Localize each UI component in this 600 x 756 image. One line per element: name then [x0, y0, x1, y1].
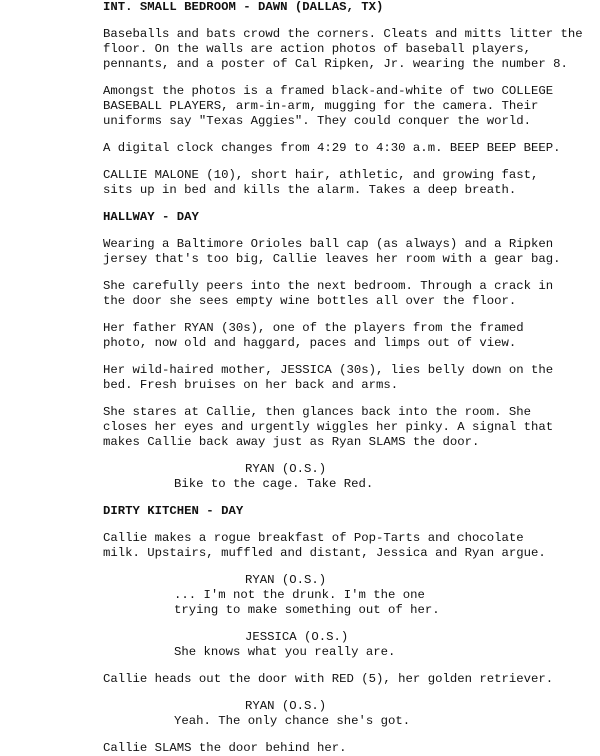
- action-line: Amongst the photos is a framed black-and-white of two COLLEGE: [103, 84, 554, 98]
- scene-heading: INT. SMALL BEDROOM - DAWN (DALLAS, TX): [103, 0, 384, 14]
- action-line: photo, now old and haggard, paces and limps out of view.: [103, 336, 517, 350]
- action-line: jersey that's too big, Callie leaves her room with a gear bag.: [103, 252, 561, 266]
- action-line: floor. On the walls are action photos of baseball players,: [103, 42, 532, 56]
- scene-heading: HALLWAY - DAY: [103, 210, 199, 224]
- action-line: milk. Upstairs, muffled and distant, Jessica and Ryan argue.: [103, 546, 546, 560]
- action-line: Wearing a Baltimore Orioles ball cap (as always) and a Ripken: [103, 237, 554, 251]
- dialogue-line: ... I'm not the drunk. I'm the one: [174, 588, 425, 602]
- action-line: She carefully peers into the next bedroom. Through a crack in: [103, 279, 554, 293]
- action-line: She stares at Callie, then glances back into the room. She: [103, 405, 532, 419]
- scene-heading: DIRTY KITCHEN - DAY: [103, 504, 244, 518]
- action-line: Her father RYAN (30s), one of the players from the framed: [103, 321, 524, 335]
- dialogue-line: Bike to the cage. Take Red.: [174, 477, 374, 491]
- character-cue: RYAN (O.S.): [245, 462, 327, 476]
- action-line: pennants, and a poster of Cal Ripken, Jr. wearing the number 8.: [103, 57, 568, 71]
- dialogue-line: She knows what you really are.: [174, 645, 396, 659]
- action-line: bed. Fresh bruises on her back and arms.: [103, 378, 399, 392]
- action-line: the door she sees empty wine bottles all over the floor.: [103, 294, 517, 308]
- character-cue: RYAN (O.S.): [245, 573, 327, 587]
- action-line: Callie heads out the door with RED (5), her golden retriever.: [103, 672, 554, 686]
- action-line: makes Callie back away just as Ryan SLAMS the door.: [103, 435, 480, 449]
- dialogue-line: trying to make something out of her.: [174, 603, 440, 617]
- action-line: Callie makes a rogue breakfast of Pop-Tarts and chocolate: [103, 531, 524, 545]
- action-line: closes her eyes and urgently wiggles her pinky. A signal that: [103, 420, 554, 434]
- action-line: Baseballs and bats crowd the corners. Cleats and mitts litter the: [103, 27, 583, 41]
- character-cue: RYAN (O.S.): [245, 699, 327, 713]
- action-line: CALLIE MALONE (10), short hair, athletic, and growing fast,: [103, 168, 539, 182]
- action-line: A digital clock changes from 4:29 to 4:30 a.m. BEEP BEEP BEEP.: [103, 141, 561, 155]
- action-line: Her wild-haired mother, JESSICA (30s), lies belly down on the: [103, 363, 554, 377]
- action-line: BASEBALL PLAYERS, arm-in-arm, mugging for the camera. Their: [103, 99, 539, 113]
- action-line: uniforms say "Texas Aggies". They could conquer the world.: [103, 114, 532, 128]
- action-line: Callie SLAMS the door behind her.: [103, 741, 347, 755]
- character-cue: JESSICA (O.S.): [245, 630, 349, 644]
- action-line: sits up in bed and kills the alarm. Takes a deep breath.: [103, 183, 517, 197]
- dialogue-line: Yeah. The only chance she's got.: [174, 714, 411, 728]
